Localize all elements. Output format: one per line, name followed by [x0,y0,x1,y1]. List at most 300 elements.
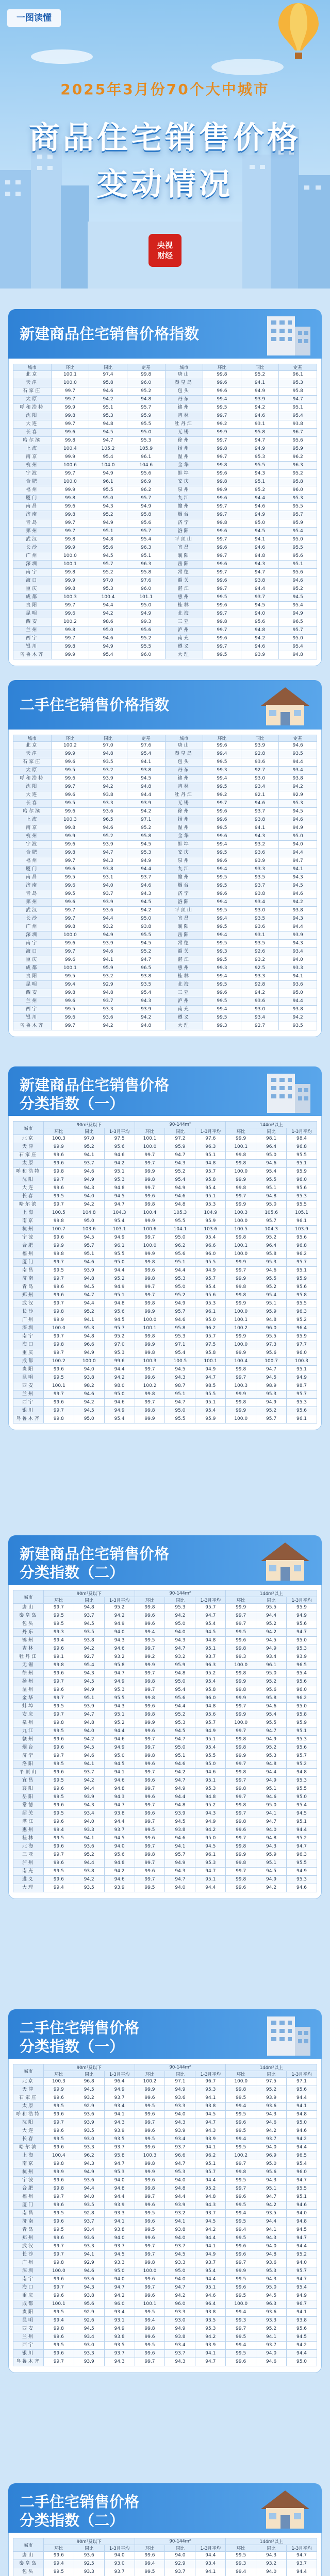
index-value-cell: 94.3 [74,1184,104,1193]
table-row [13,387,317,396]
index-value-cell: 99.6 [43,1184,74,1193]
table-row [13,2193,317,2201]
index-value-cell: 93.8 [127,767,165,775]
index-value-cell: 93.7 [89,997,127,1006]
table-row [13,791,317,800]
index-value-cell: 99.6 [135,1193,165,1201]
index-value-cell: 93.7 [74,1612,104,1620]
index-value-cell: 93.8 [279,1006,317,1014]
city-name-cell: 平顶山 [165,536,203,544]
table-header-row [13,735,317,742]
hero-tag: 一图读懂 [7,9,61,27]
section-title-line-1: 新建商品住宅销售价格 [20,1545,170,1563]
index-value-cell: 99.8 [135,1333,165,1341]
logo-text-line-2: 财经 [157,251,173,260]
index-value-cell: 95.1 [195,1399,226,1407]
table-row [13,1151,317,1160]
index-value-cell: 99.9 [43,2086,74,2094]
index-value-cell: 95.0 [165,2267,195,2276]
index-value-cell: 99.6 [135,1612,165,1620]
index-value-cell: 95.6 [287,1620,317,1629]
index-value-cell: 92.7 [74,1653,104,1662]
table-row [13,478,317,486]
table-group-header-cell: 90-144m² [135,2064,226,2071]
building-icon [257,312,314,355]
index-value-cell: 94.3 [195,2201,226,2210]
index-value-cell: 93.8 [104,1810,135,1818]
index-value-cell: 93.5 [74,2201,104,2210]
index-value-cell: 96.2 [127,486,165,495]
index-value-cell: 94.9 [104,1744,135,1752]
index-value-cell: 99.6 [226,2243,256,2251]
index-value-cell: 100.5 [43,1209,74,1217]
index-value-cell: 95.3 [127,849,165,857]
index-value-cell: 99.6 [43,2218,74,2226]
index-value-cell: 94.8 [165,2185,195,2193]
index-value-cell: 95.6 [127,470,165,478]
table-row [13,2152,317,2160]
index-value-cell: 94.3 [104,1637,135,1645]
index-value-cell: 99.5 [135,2136,165,2144]
index-value-cell: 99.7 [226,1267,256,1275]
index-value-cell: 95.8 [104,2152,135,2160]
table-row [13,1391,317,1399]
index-value-cell: 94.0 [104,1843,135,1851]
index-value-cell: 95.7 [195,2168,226,2177]
city-name-cell: 乌鲁木齐 [13,1415,44,1423]
index-value-cell: 95.2 [127,948,165,956]
index-value-cell: 94.0 [165,1629,195,1637]
city-name-cell: 广州 [13,2259,44,2267]
city-name-cell: 沈阳 [13,412,52,420]
index-value-cell: 99.9 [135,1168,165,1176]
index-value-cell: 99.9 [226,1604,256,1612]
table-row [13,1678,317,1686]
index-value-cell: 99.5 [43,1835,74,1843]
index-value-cell: 94.7 [74,1711,104,1719]
index-value-cell: 94.8 [165,1802,195,1810]
index-value-cell: 95.8 [89,379,127,387]
index-value-cell: 99.5 [51,767,89,775]
index-value-cell: 95.4 [195,1234,226,1242]
city-name-cell: 重庆 [13,585,52,594]
index-value-cell: 93.5 [104,2136,135,2144]
index-value-cell: 93.7 [74,1769,104,1777]
table-row [13,486,317,495]
index-value-cell: 94.7 [195,1374,226,1382]
index-value-cell: 99.6 [135,2276,165,2284]
index-value-cell: 93.6 [241,923,279,931]
index-value-cell: 99.5 [135,1884,165,1892]
index-value-cell: 100.3 [51,816,89,824]
index-value-cell: 94.7 [165,1645,195,1653]
city-name-cell: 常德 [13,1802,44,1810]
index-value-cell: 104.0 [89,462,127,470]
index-value-cell: 93.1 [241,931,279,940]
section-4 [0,1535,330,1899]
table-row [13,1686,317,1694]
index-value-cell: 99.8 [226,1744,256,1752]
index-value-cell: 99.6 [51,940,89,948]
city-name-cell: 兰州 [13,2333,44,2342]
index-value-cell: 94.8 [287,2111,317,2119]
index-value-cell: 99.2 [203,420,241,429]
index-value-cell: 99.6 [51,808,89,816]
index-value-cell: 99.6 [135,2144,165,2152]
table-row [13,1760,317,1769]
index-value-cell: 99.5 [203,882,241,890]
index-value-cell: 95.9 [165,1143,195,1151]
price-index-table [13,1590,317,1892]
table-header-cell: 同比 [74,2545,104,2552]
index-value-cell: 99.5 [43,1703,74,1711]
index-value-cell: 95.4 [127,989,165,997]
index-value-cell: 99.8 [226,1785,256,1793]
index-value-cell: 95.2 [287,1835,317,1843]
index-value-cell: 96.3 [256,2300,287,2309]
index-value-cell: 99.5 [43,1810,74,1818]
table-row [13,585,317,594]
index-value-cell: 99.9 [135,1308,165,1316]
index-value-cell: 93.7 [165,2144,195,2152]
city-name-cell: 昆明 [13,981,52,989]
index-value-cell: 93.4 [241,783,279,791]
city-name-cell: 福州 [13,1250,44,1259]
index-value-cell: 93.6 [74,2552,104,2560]
table-row [13,2218,317,2226]
table-row [13,1349,317,1358]
index-value-cell: 94.8 [241,626,279,635]
index-value-cell: 105.3 [165,1209,195,1217]
city-name-cell: 济南 [13,1275,44,1283]
index-value-cell: 95.7 [74,1242,104,1250]
index-value-cell: 93.3 [74,2243,104,2251]
city-name-cell: 深圳 [13,561,52,569]
index-value-cell: 94.6 [279,890,317,899]
city-name-cell: 惠州 [13,1826,44,1835]
index-value-cell: 99.3 [203,1022,241,1030]
city-name-cell: 武汉 [13,907,52,915]
index-value-cell: 95.0 [127,602,165,610]
index-value-cell: 99.6 [135,1868,165,1876]
index-value-cell: 95.0 [256,2160,287,2168]
index-value-cell: 93.5 [89,758,127,767]
index-value-cell: 94.1 [256,2226,287,2234]
index-value-cell: 99.9 [135,1217,165,1226]
index-value-cell: 92.5 [74,2560,104,2568]
index-value-cell: 93.6 [89,907,127,915]
city-name-cell: 成都 [13,2300,44,2309]
index-value-cell: 99.8 [135,1752,165,1760]
index-value-cell: 99.8 [51,412,89,420]
index-value-cell: 99.7 [135,2119,165,2127]
index-value-cell: 94.9 [195,1727,226,1736]
index-value-cell: 94.4 [127,791,165,800]
index-value-cell: 99.7 [226,1620,256,1629]
table-header-cell: 1-3月平均 [195,1128,226,1135]
index-value-cell: 95.0 [104,1259,135,1267]
index-value-cell: 94.0 [165,1884,195,1892]
index-value-cell: 94.1 [104,1769,135,1777]
city-name-cell: 宜昌 [13,1777,44,1785]
index-value-cell: 99.6 [203,577,241,585]
city-name-cell: 哈尔滨 [13,808,52,816]
section-5 [0,2009,330,2373]
index-value-cell: 93.4 [279,948,317,956]
index-value-cell: 96.0 [127,379,165,387]
table-row [13,1308,317,1316]
index-value-cell: 95.2 [104,1719,135,1727]
table-row [13,1316,317,1325]
index-value-cell: 99.8 [203,618,241,626]
index-value-cell: 94.6 [165,1193,195,1201]
index-value-cell: 99.6 [43,2276,74,2284]
table-row [13,1325,317,1333]
index-value-cell: 95.3 [195,2086,226,2094]
index-value-cell: 95.7 [279,511,317,519]
index-value-cell: 94.7 [287,2552,317,2560]
index-value-cell: 93.2 [241,956,279,964]
index-value-cell: 99.6 [203,635,241,643]
index-value-cell: 99.6 [203,528,241,536]
index-value-cell: 95.2 [256,1234,287,1242]
city-name-cell: 金华 [165,462,203,470]
table-row [13,849,317,857]
table-body [13,742,317,1030]
index-value-cell: 94.7 [256,1366,287,1374]
table-header-cell: 同比 [165,2545,195,2552]
index-value-cell: 99.9 [43,2168,74,2177]
index-value-cell: 100.0 [226,1341,256,1349]
city-name-cell: 合肥 [13,849,52,857]
city-name-cell: 海口 [13,1341,44,1349]
index-value-cell: 93.0 [241,775,279,783]
index-value-cell: 95.4 [195,1678,226,1686]
index-value-cell: 99.5 [203,997,241,1006]
index-value-cell: 100.5 [165,1358,195,1366]
index-value-cell: 94.7 [287,1629,317,1637]
index-value-cell: 94.7 [279,857,317,866]
index-value-cell: 99.6 [135,1760,165,1769]
index-value-cell: 94.9 [74,2168,104,2177]
index-value-cell: 93.7 [256,2136,287,2144]
index-value-cell: 94.5 [256,1637,287,1645]
table-row [13,964,317,973]
city-name-cell: 蚌埠 [165,841,203,849]
table-header-cell: 定基 [127,364,165,371]
index-value-cell: 99.7 [51,470,89,478]
table-row [13,2111,317,2119]
index-value-cell: 94.9 [287,1868,317,1876]
index-value-cell: 95.5 [104,1250,135,1259]
table-row [13,874,317,882]
section-title [20,2493,236,2530]
index-value-cell: 94.1 [74,2251,104,2259]
index-value-cell: 94.4 [74,1300,104,1308]
city-name-cell: 南宁 [13,940,52,948]
index-value-cell: 94.6 [104,1876,135,1884]
index-value-cell: 94.9 [104,1620,135,1629]
index-value-cell: 94.3 [127,997,165,1006]
index-value-cell: 95.0 [256,1670,287,1678]
table-row [13,602,317,610]
city-name-cell: 包头 [13,2568,44,2576]
index-value-cell: 95.1 [195,1193,226,1201]
index-value-cell: 95.3 [195,2325,226,2333]
index-value-cell: 93.5 [195,2317,226,2325]
table-row [13,1637,317,1645]
city-name-cell: 平顶山 [165,907,203,915]
index-value-cell: 94.4 [104,2193,135,2201]
index-value-cell: 99.7 [43,2243,74,2251]
table-row [13,2276,317,2284]
index-value-cell: 99.6 [135,1793,165,1802]
index-value-cell: 94.2 [74,1399,104,1407]
index-value-cell: 99.7 [51,387,89,396]
table-row [13,997,317,1006]
index-value-cell: 95.0 [89,626,127,635]
index-value-cell: 104.8 [74,1209,104,1217]
index-value-cell: 95.1 [256,2185,287,2193]
city-name-cell: 烟台 [165,882,203,890]
index-value-cell: 95.3 [287,1777,317,1785]
index-value-cell: 99.8 [226,1283,256,1292]
index-value-cell: 93.4 [104,2103,135,2111]
table-row [13,420,317,429]
index-value-cell: 94.4 [279,997,317,1006]
index-value-cell: 94.9 [256,1876,287,1884]
index-value-cell: 94.1 [165,1843,195,1851]
index-value-cell: 99.7 [135,1670,165,1678]
index-value-cell: 99.5 [226,2350,256,2358]
index-value-cell: 93.3 [165,2103,195,2111]
index-value-cell: 93.9 [127,1006,165,1014]
index-value-cell: 99.8 [203,519,241,528]
index-value-cell: 94.8 [287,1769,317,1777]
index-value-cell: 94.5 [89,552,127,561]
index-value-cell: 95.1 [287,1727,317,1736]
city-name-cell: 扬州 [165,445,203,453]
city-name-cell: 大理 [165,651,203,659]
table-row [13,1259,317,1267]
index-value-cell: 94.5 [256,1374,287,1382]
index-value-cell: 99.7 [43,1333,74,1341]
index-value-cell: 94.1 [195,2144,226,2152]
index-value-cell: 94.3 [104,2119,135,2127]
index-value-cell: 99.8 [226,1769,256,1777]
index-value-cell: 99.8 [135,1349,165,1358]
index-value-cell: 99.6 [51,758,89,767]
index-value-cell: 93.9 [74,2119,104,2127]
index-value-cell: 99.6 [135,2234,165,2243]
index-value-cell: 99.5 [43,2568,74,2576]
index-value-cell: 99.6 [43,1736,74,1744]
index-value-cell: 93.5 [104,2342,135,2350]
table-row [13,1859,317,1868]
index-value-cell: 95.8 [195,1176,226,1184]
table-row [13,1719,317,1727]
index-value-cell: 99.9 [226,1349,256,1358]
table-row [13,2568,317,2576]
index-value-cell: 99.5 [43,1760,74,1769]
index-value-cell: 95.3 [287,1736,317,1744]
index-value-cell: 99.4 [203,396,241,404]
table-header-cell: 环比 [51,735,89,742]
section-title [20,696,236,714]
index-value-cell: 100.3 [135,1358,165,1366]
index-value-cell: 99.5 [203,783,241,791]
index-value-cell: 94.8 [165,1670,195,1678]
index-value-cell: 99.5 [43,1777,74,1785]
table-row [13,635,317,643]
table-row [13,1645,317,1653]
index-value-cell: 94.0 [256,1826,287,1835]
table-row [13,495,317,503]
index-value-cell: 94.9 [165,2086,195,2094]
index-value-cell: 94.5 [256,2292,287,2300]
index-value-cell: 94.2 [74,1876,104,1884]
index-value-cell: 99.6 [203,495,241,503]
table-row [13,1292,317,1300]
index-value-cell: 93.9 [104,1884,135,1892]
table-row [13,528,317,536]
index-value-cell: 98.7 [287,1382,317,1391]
index-value-cell: 94.2 [74,1201,104,1209]
index-value-cell: 94.9 [195,1267,226,1275]
index-value-cell: 99.4 [203,973,241,981]
index-value-cell: 99.5 [51,973,89,981]
index-value-cell: 100.2 [51,742,89,750]
index-value-cell: 100.2 [135,1382,165,1391]
table-row [13,1201,317,1209]
index-value-cell: 95.2 [104,1275,135,1283]
table-row [13,1744,317,1752]
table-row [13,1612,317,1620]
index-value-cell: 95.7 [127,495,165,503]
city-name-cell: 宁波 [13,2177,44,2185]
index-value-cell: 99.7 [43,1259,74,1267]
index-value-cell: 97.0 [104,1341,135,1349]
index-value-cell: 100.4 [51,445,89,453]
index-value-cell: 95.3 [195,1201,226,1209]
section-title-line-1: 新建商品住宅销售价格 [20,1076,170,1094]
city-name-cell: 南京 [13,1217,44,1226]
table-header-row [13,2071,317,2078]
table-row [13,437,317,445]
index-value-cell: 93.7 [104,2243,135,2251]
city-name-cell: 吉林 [165,783,203,791]
table-row [13,1283,317,1292]
city-name-cell: 赣州 [165,503,203,511]
city-name-cell: 上海 [13,816,52,824]
index-value-cell: 94.9 [287,2292,317,2300]
index-value-cell: 99.4 [203,750,241,758]
index-value-cell: 99.8 [51,569,89,577]
index-value-cell: 93.3 [74,2350,104,2358]
index-value-cell: 100.0 [43,1325,74,1333]
index-value-cell: 94.5 [279,808,317,816]
city-name-cell: 泸州 [13,1859,44,1868]
index-value-cell: 96.8 [287,1143,317,1151]
city-name-cell: 武汉 [13,1300,44,1308]
index-value-cell: 95.4 [287,2284,317,2292]
index-value-cell: 99.8 [226,2086,256,2094]
index-value-cell: 100.2 [226,2152,256,2160]
index-value-cell: 99.6 [203,989,241,997]
index-value-cell: 99.7 [226,1810,256,1818]
table-group-header-cell: 90m²及以下 [43,2538,135,2545]
index-value-cell: 99.9 [51,453,89,462]
